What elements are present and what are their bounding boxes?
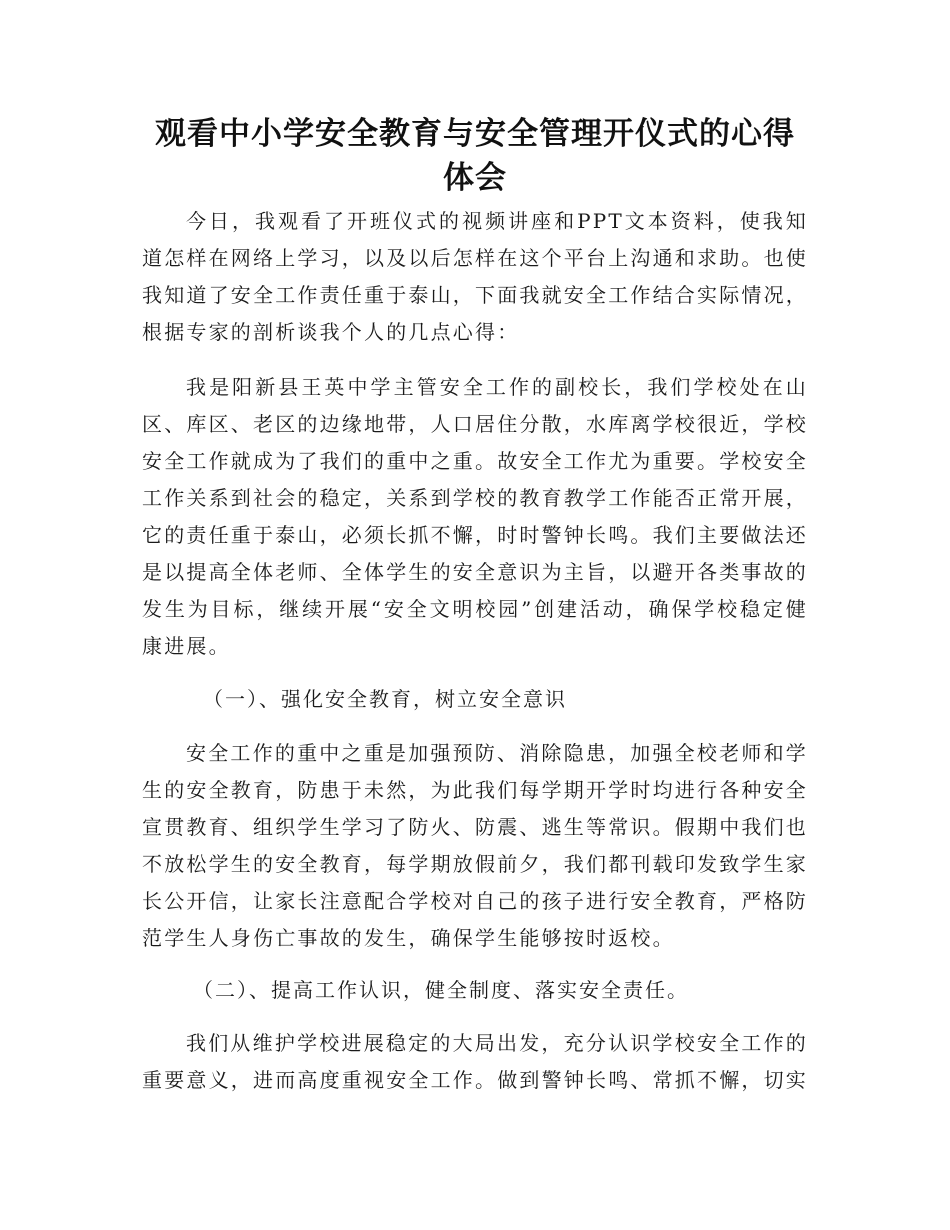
paragraph-background: 我是阳新县王英中学主管安全工作的副校长，我们学校处在山区、库区、老区的边缘地带，人口居住分散，水库离学校很近，学校安全工作就成为了我们的重中之重。故安全工作尤为重要。学校安全工作关系到社会的稳定，关系到学校的教育教学工作能否正常开展，它的责任重于泰山，必须长抓不懈，时时警钟长鸣。我们主要做法还是以提高全体老师、全体学生的安全意识为主旨，以避开各类事故的发生为目标，继续开展“安全文明校园”创建活动，确保学校稳定健康进展。	[142, 375, 808, 658]
paragraph-section-1: 安全工作的重中之重是加强预防、消除隐患，加强全校老师和学生的安全教育，防患于未然，为此我们每学期开学时均进行各种安全宣贯教育、组织学生学习了防火、防震、逃生等常识。假期中我们也不放松学生的安全教育，每学期放假前夕，我们都刊载印发致学生家长公开信，让家长注意配合学校对自己的孩子进行安全教育，严格防范学生人身伤亡事故的发生，确保学生能够按时返校。	[142, 741, 808, 950]
paragraph-section-2: 我们从维护学校进展稳定的大局出发，充分认识学校安全工作的重要意义，进而高度重视安全工作。做到警钟长鸣、常抓不懈，切实	[142, 1031, 808, 1092]
section-heading-1: （一）、强化安全教育，树立安全意识	[203, 687, 567, 711]
section-heading-2: （二）、提高工作认识，健全制度、落实安全责任。	[193, 978, 689, 1002]
paragraph-intro: 今日，我观看了开班仪式的视频讲座和PPT文本资料，使我知道怎样在网络上学习，以及以后怎样在这个平台上沟通和求助。也使我知道了安全工作责任重于泰山，下面我就安全工作结合实际情况，根据专家的剖析谈我个人的几点心得：	[142, 209, 808, 344]
document-title: 观看中小学安全教育与安全管理开仪式的心得体会	[155, 116, 795, 196]
